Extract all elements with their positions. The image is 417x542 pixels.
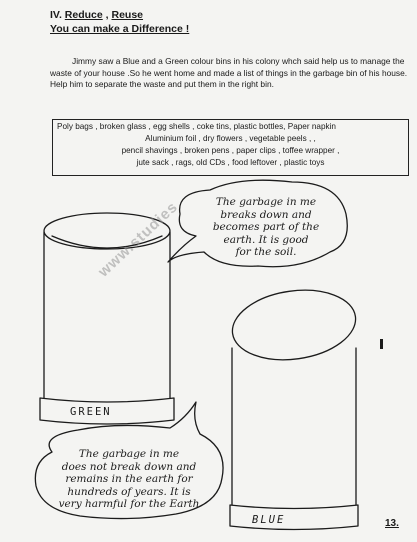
watermark: www.studies: [95, 198, 182, 281]
bubble-line: hundreds of years. It is: [67, 485, 191, 498]
waste-list-line: jute sack , rags, old CDs , food leftover , plastic toys: [136, 158, 325, 167]
blue-bin-label: BLUE: [252, 514, 286, 526]
bubble-line: breaks down and: [220, 208, 312, 221]
margin-mark: [380, 339, 383, 349]
bubble-line: The garbage in me: [215, 196, 317, 208]
bubble-bottom-text: [38, 448, 220, 511]
green-bin-label: GREEN: [70, 406, 112, 418]
intro-paragraph: Jimmy saw a Blue and a Green colour bins in his colony whch said help us to manage the waste of your house .So he went home and made a list of things in the garbage bin of his house. Help him to separate the waste and put them in the right bin.: [50, 56, 408, 89]
bubble-line: very harmful for the Earth: [58, 498, 200, 510]
blue-bin-base: [230, 505, 358, 530]
blue-bin-body: [232, 348, 356, 505]
waste-list-line: Aluminium foil , dry flowers , vegetable peels , ,: [145, 134, 316, 143]
bubble-line: does not break down and: [61, 460, 197, 473]
page-number: 13.: [385, 518, 399, 529]
bubble-line: The garbage in me: [78, 448, 180, 460]
bubble-line: earth. It is good: [223, 233, 309, 246]
bubble-line: becomes part of the: [212, 221, 320, 233]
bubble-line: for the soil.: [235, 246, 297, 258]
title-reduce: Reduce: [64, 9, 103, 21]
waste-list-line: Poly bags , broken glass , egg shells , coke tins, plastic bottles, Paper napkin: [57, 122, 336, 131]
section-number: IV.: [50, 9, 62, 21]
waste-list-line: pencil shavings , broken pens , paper clips , toffee wrapper ,: [121, 146, 340, 155]
title-comma: ,: [105, 9, 109, 21]
section-subtitle: You can make a Difference !: [50, 23, 190, 35]
title-reuse: Reuse: [111, 9, 144, 21]
bubble-line: remains in the earth for: [65, 473, 193, 485]
bubble-top-text: [196, 196, 336, 259]
blue-bin-lid: [228, 283, 360, 368]
